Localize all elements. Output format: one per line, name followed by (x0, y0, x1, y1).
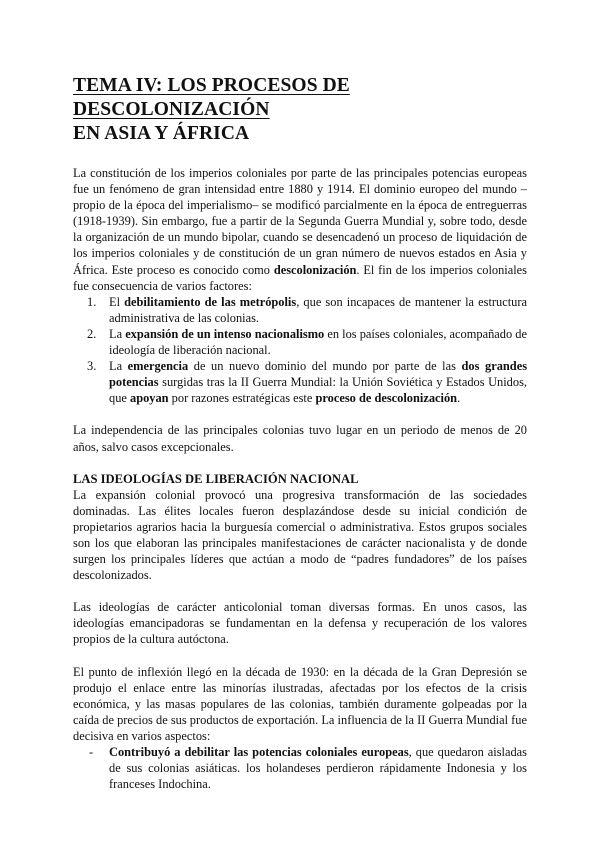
intro-text-2: . El fin de los imperios coloniales fue consecuencia de varios factores: (73, 262, 527, 293)
factor-text: , que son incapaces de mantener la estructura administrativa de las colonias. (109, 294, 527, 325)
factor-number: 1. (87, 294, 97, 309)
factor-text: El (109, 294, 125, 309)
document-page (73, 74, 527, 792)
independence-paragraph: La independencia de las principales colonias tuvo lugar en un periodo de menos de 20 años, salvo casos excepcionales. (73, 423, 527, 454)
aspect-item-1 (73, 744, 527, 792)
factor-text: La (109, 326, 126, 341)
section-paragraph-2: Las ideologías de carácter anticolonial toman diversas formas. En unos casos, las ideologías emancipadoras se fundamentan en la defensa y recuperación de los valores propios de la cultura autóctona. (73, 600, 527, 647)
intro-text-1: La constitución de los imperios coloniales por parte de las principales potencias europeas fue un fenómeno de gran intensidad entre 1880 y 1914. El dominio europeo del mundo –propio de la época del imperialismo– se modificó parcialmente en la época de entreguerras (1918-1939). Sin embargo, fue a partir de la Segunda Guerra Mundial y, sobre todo, desde la organización de un mundo bipolar, cuando se desencadenó un proceso de liquidación de los imperios coloniales y de constitución de un gran número de nuevos estados en Asia y África. Este proceso es conocido como (73, 166, 527, 277)
intro-bold-term: descolonización (273, 262, 357, 277)
factor-number: 2. (87, 326, 97, 341)
intro-paragraph (73, 165, 527, 294)
aspect-text: , que quedaron aisladas de sus colonias asiáticas. los holandeses perdieron rápidamente Indonesia y los franceses Indochina. (109, 745, 527, 792)
factor-bold: emergencia (127, 359, 189, 374)
section-paragraph-3: El punto de inflexión llegó en la década de 1930: en la década de la Gran Depresión se produjo el enlace entre las minorías ilustradas, afectadas por los efectos de la crisis económica, y las masas populares de las colonias, también duramente golpeadas por la caída de precios de sus productos de exportación. La influencia de la II Guerra Mundial fue decisiva en varios aspectos: (73, 664, 527, 743)
factor-text: surgidas tras la II Guerra Mundial: la Unión Soviética y Estados Unidos, que (109, 375, 527, 406)
aspect-marker: - (89, 745, 94, 759)
section-heading: LAS IDEOLOGÍAS DE LIBERACIÓN NACIONAL (73, 471, 359, 486)
factor-number: 3. (87, 359, 97, 374)
factor-item-1 (73, 294, 527, 326)
section-paragraph-1: La expansión colonial provocó una progresiva transformación de las sociedades dominadas. Las élites locales fueron desplazándose desde su inicial condición de propietarios agrarios hacia la burguesía comercial o administrativa. Estos grupos sociales son los que elaboran las principales manifestaciones de carácter nacionalista y de donde surgen los principales líderes que actúan a modo de “padres fundadores” de los países descolonizados. (73, 487, 527, 583)
factor-text: La (109, 359, 128, 374)
aspects-list (73, 744, 527, 792)
factor-item-3 (73, 358, 527, 406)
factor-text: . (457, 391, 461, 406)
factor-bold: debilitamiento de las metrópolis (124, 294, 297, 309)
factor-text: por razones estratégicas este (168, 391, 316, 406)
factor-bold: proceso de descolonización (315, 391, 458, 406)
factor-item-2 (73, 326, 527, 358)
factor-bold: dos grandes potencias (109, 359, 528, 390)
factor-bold: expansión de un intenso nacionalismo (125, 326, 325, 341)
factors-list (73, 294, 527, 407)
factor-bold: apoyan (130, 391, 169, 406)
factor-text: en los países coloniales, acompañado de ideología de liberación nacional. (109, 326, 527, 358)
title-line-1: TEMA IV: LOS PROCESOS DE DESCOLONIZACIÓN (73, 75, 350, 120)
document-title (73, 74, 527, 146)
factor-text: de un nuevo dominio del mundo por parte de las (188, 359, 462, 374)
aspect-bold: Contribuyó a debilitar las potencias coloniales europeas (109, 745, 409, 759)
title-line-2: EN ASIA Y ÁFRICA (73, 123, 250, 144)
